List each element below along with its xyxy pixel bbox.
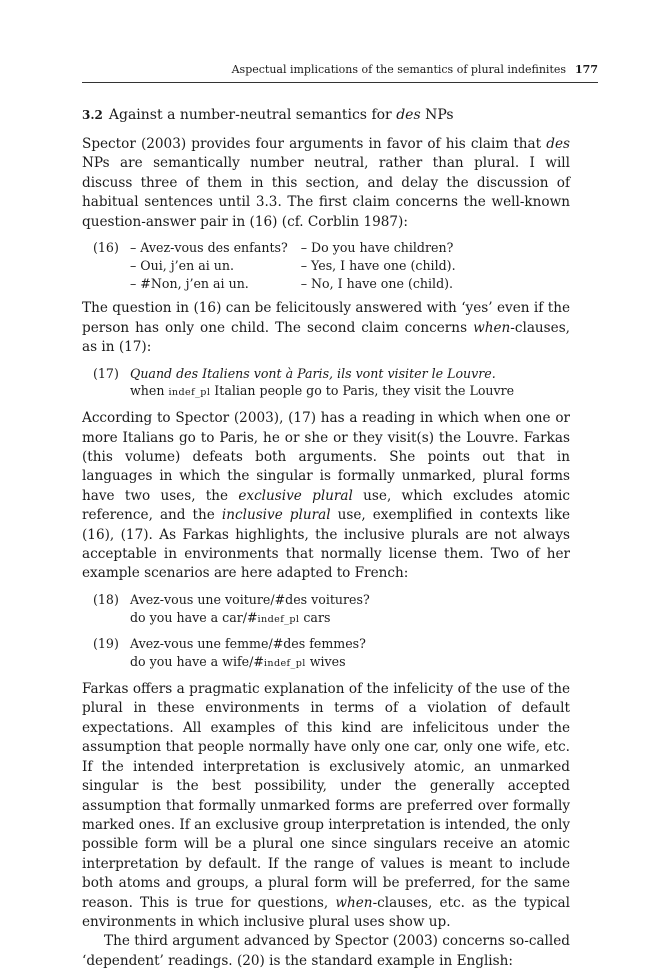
example-number: (16) xyxy=(93,240,119,256)
english-line: – No, I have one (child). xyxy=(300,275,454,291)
gloss-text: when xyxy=(130,383,169,399)
paragraph-text: Farkas offers a pragmatic explanation of the infelicity of the use of the plural in these environments in terms of a violation of default expectations. All examples of this kind are infelicitous under the assumption that people normally have only one car, only one wife, etc. If the intended interpretation is exclusively atomic, an unmarked singular is the best possibility, under the generally accepted assumption that formally unmarked forms are preferred over formally marked ones. If an exclusive group interpretation is intended, the only possible form will be a plural one since singulars receive an atomic interpretation by default. If the range of values is meant to include both atoms and groups, a plural form will be preferred, for the same reason. This is true for questions, xyxy=(82,681,570,911)
french-line: – Avez-vous des enfants? xyxy=(130,240,288,256)
example-18 xyxy=(82,591,570,629)
example-number: (17) xyxy=(93,365,119,381)
header-rule xyxy=(82,82,598,83)
paragraph-3 xyxy=(82,409,570,584)
french-line: – Oui, j’en ai un. xyxy=(130,257,235,273)
example-16 xyxy=(82,239,570,292)
gloss-text: do you have a car/# xyxy=(130,609,258,625)
gloss-text: wives xyxy=(305,654,346,670)
paragraph-text: -clauses, as in (17): xyxy=(82,319,570,356)
italic-text: exclusive plural xyxy=(238,487,353,504)
dialogue-table xyxy=(130,239,456,292)
paragraph-text: use, which excludes atomic reference, and the xyxy=(82,487,570,524)
gloss-smallcaps: indef_pl xyxy=(168,387,211,399)
example-19 xyxy=(82,635,570,673)
section-title-start: Against a number-neutral semantics for xyxy=(108,107,397,123)
section-heading xyxy=(82,106,570,125)
paragraph-text: Spector (2003) provides four arguments in favor of his claim that xyxy=(82,136,547,152)
paragraph-1 xyxy=(82,135,570,232)
running-title: Aspectual implications of the semantics of plural indefinites xyxy=(231,63,567,76)
english-line: – Do you have children? xyxy=(300,240,454,256)
gloss-text: cars xyxy=(299,609,331,625)
example-number: (19) xyxy=(93,636,119,652)
dialogue-row xyxy=(130,275,456,293)
dialogue-row xyxy=(130,257,456,275)
example-17 xyxy=(82,365,570,403)
section-title-italic: des xyxy=(396,107,421,123)
gloss-smallcaps: indef_pl xyxy=(257,613,300,625)
paragraph-2 xyxy=(82,299,570,357)
italic-text: inclusive plural xyxy=(221,507,331,524)
gloss-text: do you have a wife/# xyxy=(130,654,264,670)
section-number: 3.2 xyxy=(82,108,103,122)
italic-text: des xyxy=(546,136,570,152)
example-sentence: Avez-vous une voiture/#des voitures? xyxy=(130,591,370,607)
italic-text: when xyxy=(473,319,511,336)
dialogue-row xyxy=(130,239,456,257)
example-sentence: Avez-vous une femme/#des femmes? xyxy=(130,636,366,652)
paragraph-4 xyxy=(82,680,570,932)
paragraph-text: use, exemplified in contexts like (16), (17). As Farkas highlights, the inclusive plurals are not always acceptable in environments that normally license them. Two of her example scenarios are here adapted to French: xyxy=(82,507,570,582)
italic-text: when xyxy=(335,894,373,911)
paragraph-text: -clauses, etc. as the typical environments in which inclusive plural uses show up. xyxy=(82,894,571,930)
english-line: – Yes, I have one (child). xyxy=(300,257,456,273)
running-header xyxy=(82,63,598,79)
gloss-smallcaps: indef_pl xyxy=(263,658,306,670)
example-gloss xyxy=(130,382,570,402)
gloss-text: Italian people go to Paris, they visit the Louvre xyxy=(210,383,515,399)
example-gloss xyxy=(130,653,570,673)
paragraph-5: The third argument advanced by Spector (2003) concerns so-called ‘dependent’ readings. (20) is the standard example in English: xyxy=(82,933,570,969)
example-gloss xyxy=(130,609,570,629)
paragraph-text: According to Spector (2003), (17) has a reading in which when one or more Italians go to Paris, he or she or they visit(s) the Louvre. Farkas (this volume) defeats both arguments. She points out that in languages in which the singular is formally unmarked, plural forms have two uses, the xyxy=(82,410,570,504)
example-sentence: Quand des Italiens vont à Paris, ils vont visiter le Louvre. xyxy=(130,365,496,381)
example-number: (18) xyxy=(93,591,119,607)
french-line: – #Non, j’en ai un. xyxy=(130,275,249,291)
paragraph-text: NPs are semantically number neutral, rather than plural. I will discuss three of them in this section, and delay the discussion of habitual sentences until 3.3. The first claim concerns the well-known question-answer pair in (16) (cf. Corblin 1987): xyxy=(82,155,570,230)
page-number: 177 xyxy=(575,63,598,76)
page-body xyxy=(82,106,570,971)
paragraph-text: The question in (16) can be felicitously answered with ‘yes’ even if the person has only one child. The second claim concerns xyxy=(82,300,570,336)
section-title-end: NPs xyxy=(420,107,454,123)
